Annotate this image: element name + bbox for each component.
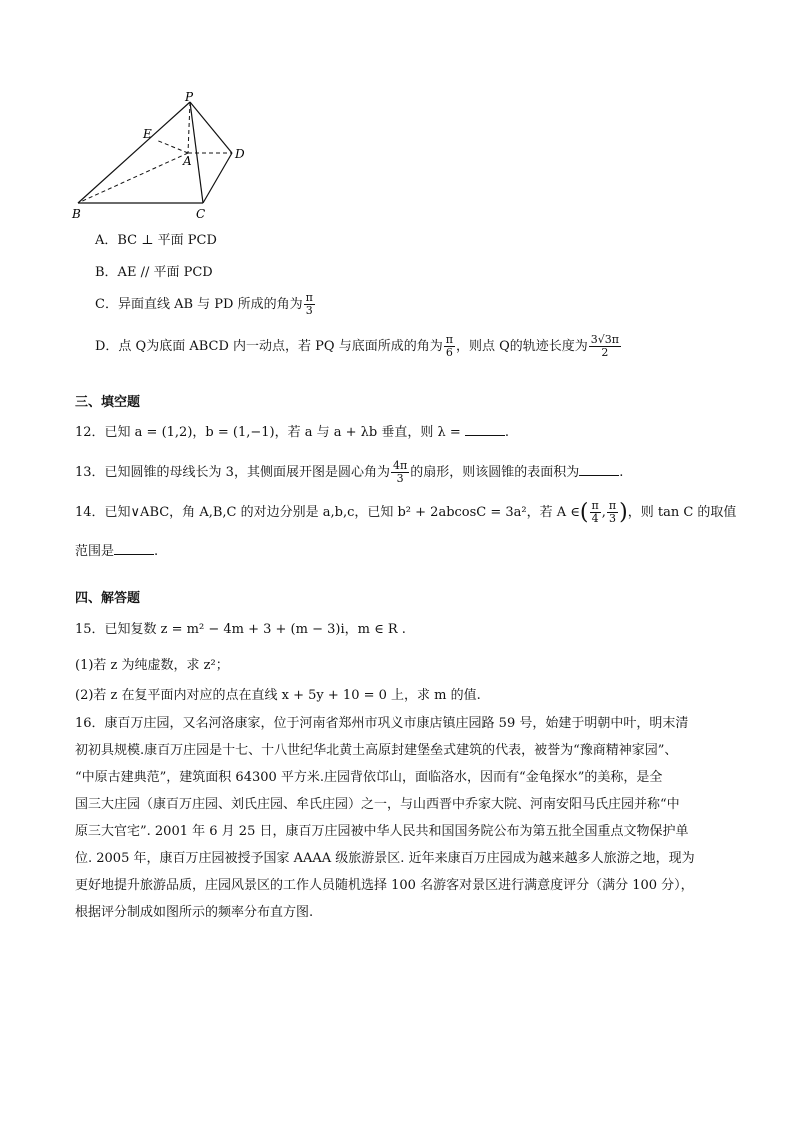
edge-AE — [156, 140, 188, 153]
q13: 13．已知圆锥的母线长为 3，其侧面展开图是圆心角为 $\frac{4\pi}{3}$ 的扇形，则该圆锥的表面积为 . — [75, 459, 624, 485]
section-title-solutions: 四、解答题 — [75, 591, 141, 606]
q16-line: 初初具规模.康百万庄园是十七、十八世纪华北黄土高原封建堡垒式建筑的代表，被誉为“豫商精神家园”、 — [75, 743, 678, 758]
q16-paragraph — [75, 710, 723, 926]
fraction: $\frac{3√3\pi}{2}$ — [590, 333, 619, 359]
q16-line: 原三大官宅”. 2001 年 6 月 25 日，康百万庄园被中华人民共和国国务院公布为第五批全国重点文物保护单 — [75, 824, 689, 839]
q11-option-b: B．AE // 平面 PCD — [95, 265, 213, 280]
q12: 12．已知 a = (1,2)，b = (1,−1)，若 a 与 a + λb 垂直，则 λ = . — [75, 425, 510, 440]
edge-CD — [203, 153, 232, 203]
edge-PB — [78, 102, 190, 203]
edge-AB — [78, 153, 188, 203]
fraction: $\frac{\pi}{6}$ — [445, 333, 453, 359]
q11-option-a: A．BC ⊥ 平面 PCD — [95, 233, 217, 248]
q15-part1: (1)若 z 为纯虚数，求 z²； — [75, 658, 229, 673]
q16-line: 位. 2005 年，康百万庄园被授予国家 AAAA 级旅游景区. 近年来康百万庄园成为越来越多人旅游之地，现为 — [75, 851, 695, 866]
q15-part2: (2)若 z 在复平面内对应的点在直线 x + 5y + 10 = 0 上，求 m 的值. — [75, 688, 481, 703]
answer-blank — [579, 463, 619, 476]
label-D: D — [235, 147, 245, 161]
fraction: $\frac{\pi}{4}$ — [591, 499, 599, 525]
edge-PA — [188, 102, 190, 153]
label-P: P — [185, 90, 194, 104]
q16-line: 国三大庄园（康百万庄园、刘氏庄园、牟氏庄园）之一，与山西晋中乔家大院、河南安阳马氏庄园并称“中 — [75, 797, 680, 812]
q16-line: “中原古建典范”，建筑面积 64300 平方米.庄园背依邙山，面临洛水，因而有“金龟探水”的美称，是全 — [75, 770, 663, 785]
label-A: A — [183, 154, 192, 168]
q11-d-text: D．点 Q为底面 ABCD 内一动点，若 PQ 与底面所成的角为 — [95, 339, 443, 354]
fraction: $\frac{\pi}{3}$ — [608, 499, 617, 525]
section-title-fill-blank: 三、填空题 — [75, 395, 141, 410]
edge-PD — [190, 102, 232, 153]
q11-option-c — [95, 292, 316, 317]
label-B: B — [72, 207, 81, 221]
fraction: $\frac{\pi}{3}$ — [305, 291, 313, 317]
label-E: E — [143, 127, 152, 141]
q14: 14．已知∨ABC，角 A,B,C 的对边分别是 a,b,c，已知 b² + 2abcosC = 3a²，若 A ∈( $\frac{\pi}{4}$ , $\frac{\pi}{3}$ )，则 tan C 的取值 — [75, 499, 737, 525]
q14-line2: 范围是 . — [75, 544, 159, 559]
answer-blank — [465, 423, 505, 436]
q15-stem: 15．已知复数 z = m² − 4m + 3 + (m − 3)i，m ∈ R . — [75, 622, 406, 637]
q11-option-d — [95, 334, 622, 359]
label-C: C — [196, 207, 206, 221]
pyramid-figure — [60, 90, 260, 225]
answer-blank — [114, 542, 154, 555]
fraction: $\frac{4\pi}{3}$ — [392, 459, 408, 485]
q16-line: 更好地提升旅游品质，庄园风景区的工作人员随机选择 100 名游客对景区进行满意度评分（满分 100 分）， — [75, 878, 694, 893]
q11-d-mid: ，则点 Q的轨迹长度为 — [455, 339, 588, 354]
q16-line: 16．康百万庄园，又名河洛康家，位于河南省郑州市巩义市康店镇庄园路 59 号，始建于明朝中叶，明末清 — [75, 716, 689, 731]
q16-line: 根据评分制成如图所示的频率分布直方图. — [75, 905, 314, 920]
q11-c-text: C．异面直线 AB 与 PD 所成的角为 — [95, 297, 303, 312]
